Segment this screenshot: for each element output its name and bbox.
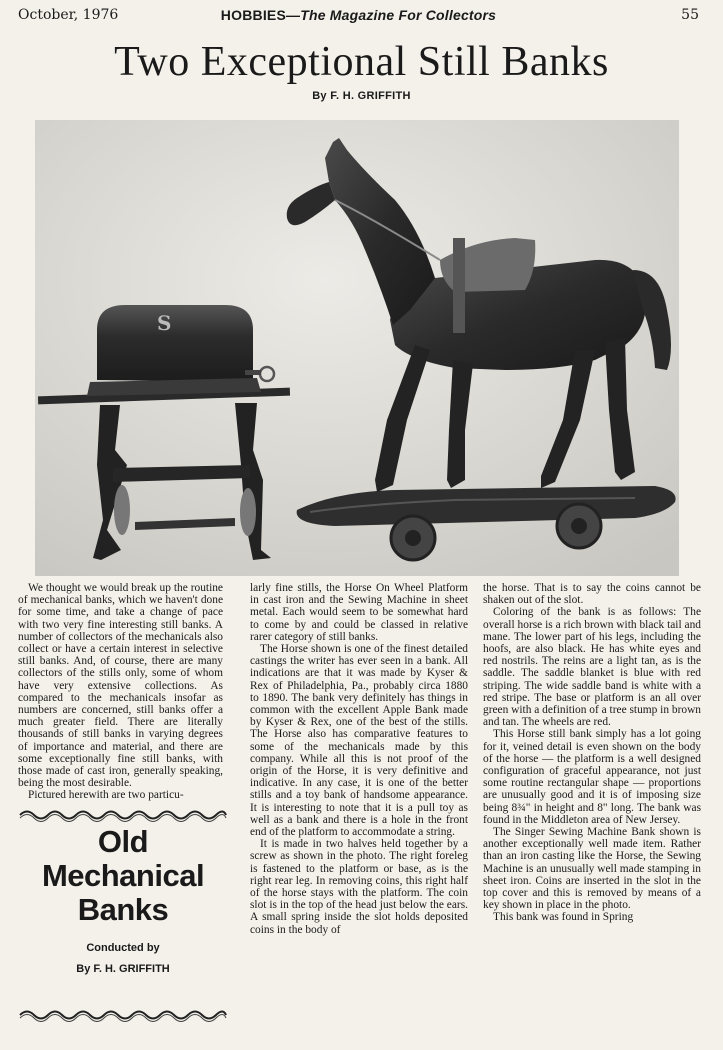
paragraph: the horse. That is to say the coins cannot be shaken out of the slot. (483, 582, 701, 607)
paragraph: We thought we would break up the routine of mechanical banks, which we haven't done for some time, and take a change of pace with two very fine interesting still banks. A number of collectors of the mechanicals also collect or have a certain interest in selective still banks. And, of course, there are many collectors of the stills only, some of whom have very extensive collections. As compared to the mechanicals insofar as numbers are concerned, still banks offer a much greater field. There are literally thousands of still banks in varying degrees of importance and material, and there are some exceptionally fine still banks, with those made of cast iron, generally speaking, being the most desirable. (18, 582, 223, 790)
issue-date: October, 1976 (18, 7, 119, 23)
paragraph: This Horse still bank simply has a lot going for it, veined detail is even shown on the body of the horse — the platform is a well designed configuration of graceful appearance, not just some routine rectangular shape — proportions are unusually good and it is of imposing size being 8¾" in height and 8" long. The bank was found in the Middleton area of New Jersey. (483, 728, 701, 826)
magazine-tagline: The Magazine For Collectors (300, 7, 497, 23)
paragraph: Pictured herewith are two particu- (28, 789, 184, 802)
page-header (18, 7, 699, 27)
magazine-title: HOBBIES (220, 7, 286, 23)
ornamental-divider (18, 808, 228, 822)
column-author: By F. H. GRIFFITH (76, 963, 170, 975)
bank-photo-illustration (35, 120, 679, 576)
magazine-dash: — (285, 7, 301, 23)
magazine-name (18, 7, 699, 23)
page-number: 55 (681, 7, 699, 23)
column-title-mechanical: Mechanical (41, 858, 205, 893)
paragraph: larly fine stills, the Horse On Wheel Platform in cast iron and the Sewing Machine in sheet metal. Each would seem to be somewhat hard to come by and could be classed in relative rarer category of still banks. (250, 582, 468, 643)
text-column-1 (18, 582, 223, 802)
text-column-3 (483, 582, 701, 924)
paragraph: Coloring of the bank is as follows: The overall horse is a rich brown with black tail and mane. The lower part of his legs, including the hoofs, are also black. He has white eyes and red nostrils. The reins are a light tan, as is the saddle. The saddle blanket is blue with red striping. The wide saddle band is white with a red stripe. The base or platform is an all over green with a definition of a tree stump in brown and tan. The wheels are red. (483, 606, 701, 729)
ornamental-divider (18, 1008, 228, 1022)
paragraph: The Horse shown is one of the finest detailed castings the writer has ever seen in a bank. All indications are that it was made by Kyser & Rex of Philadelphia, Pa., probably circa 1880 to 1890. The bank very definitely has things in common with the excellent Apple Bank made by Kyser & Rex, one of the best of the stills. The Horse also has comparative features to some of the mechanicals made by this company. While all this is not proof of the origin of the Horse, it is very definitive and indicative. In any case, it is one of the better stills and a toy bank of handsome appearance. It is interesting to note that it is a pull toy as well as a bank and there is a hole in the front end of the platform to accommodate a string. (250, 643, 468, 839)
article-title: Two Exceptional Still Banks (114, 39, 609, 85)
article-byline: By F. H. GRIFFITH (312, 90, 411, 102)
column-heading-box (18, 825, 228, 977)
column-conducted-by: Conducted by (86, 942, 160, 954)
bank-photo (35, 120, 679, 576)
text-column-2 (250, 582, 468, 936)
column-title-banks: Banks (77, 892, 169, 927)
paragraph: The Singer Sewing Machine Bank shown is another exceptionally well made item. Rather than an iron casting like the Horse, the Sewing Machine is an unusually well made stamping in sheet iron. Coins are inserted in the slot in the top cover and this is removed by means of a key shown in place in the photo. (483, 826, 701, 912)
paragraph: It is made in two halves held together by a screw as shown in the photo. The right foreleg is fastened to the platform or base, as is the right rear leg. In removing coins, this right half of the horse stays with the platform. The coin slot is in the top of the head just below the ears. A small spring inside the slot holds deposited coins in the body of (250, 838, 468, 936)
paragraph: This bank was found in Spring (493, 911, 634, 924)
svg-text:S: S (157, 311, 172, 335)
column-title-old: Old (97, 824, 149, 859)
